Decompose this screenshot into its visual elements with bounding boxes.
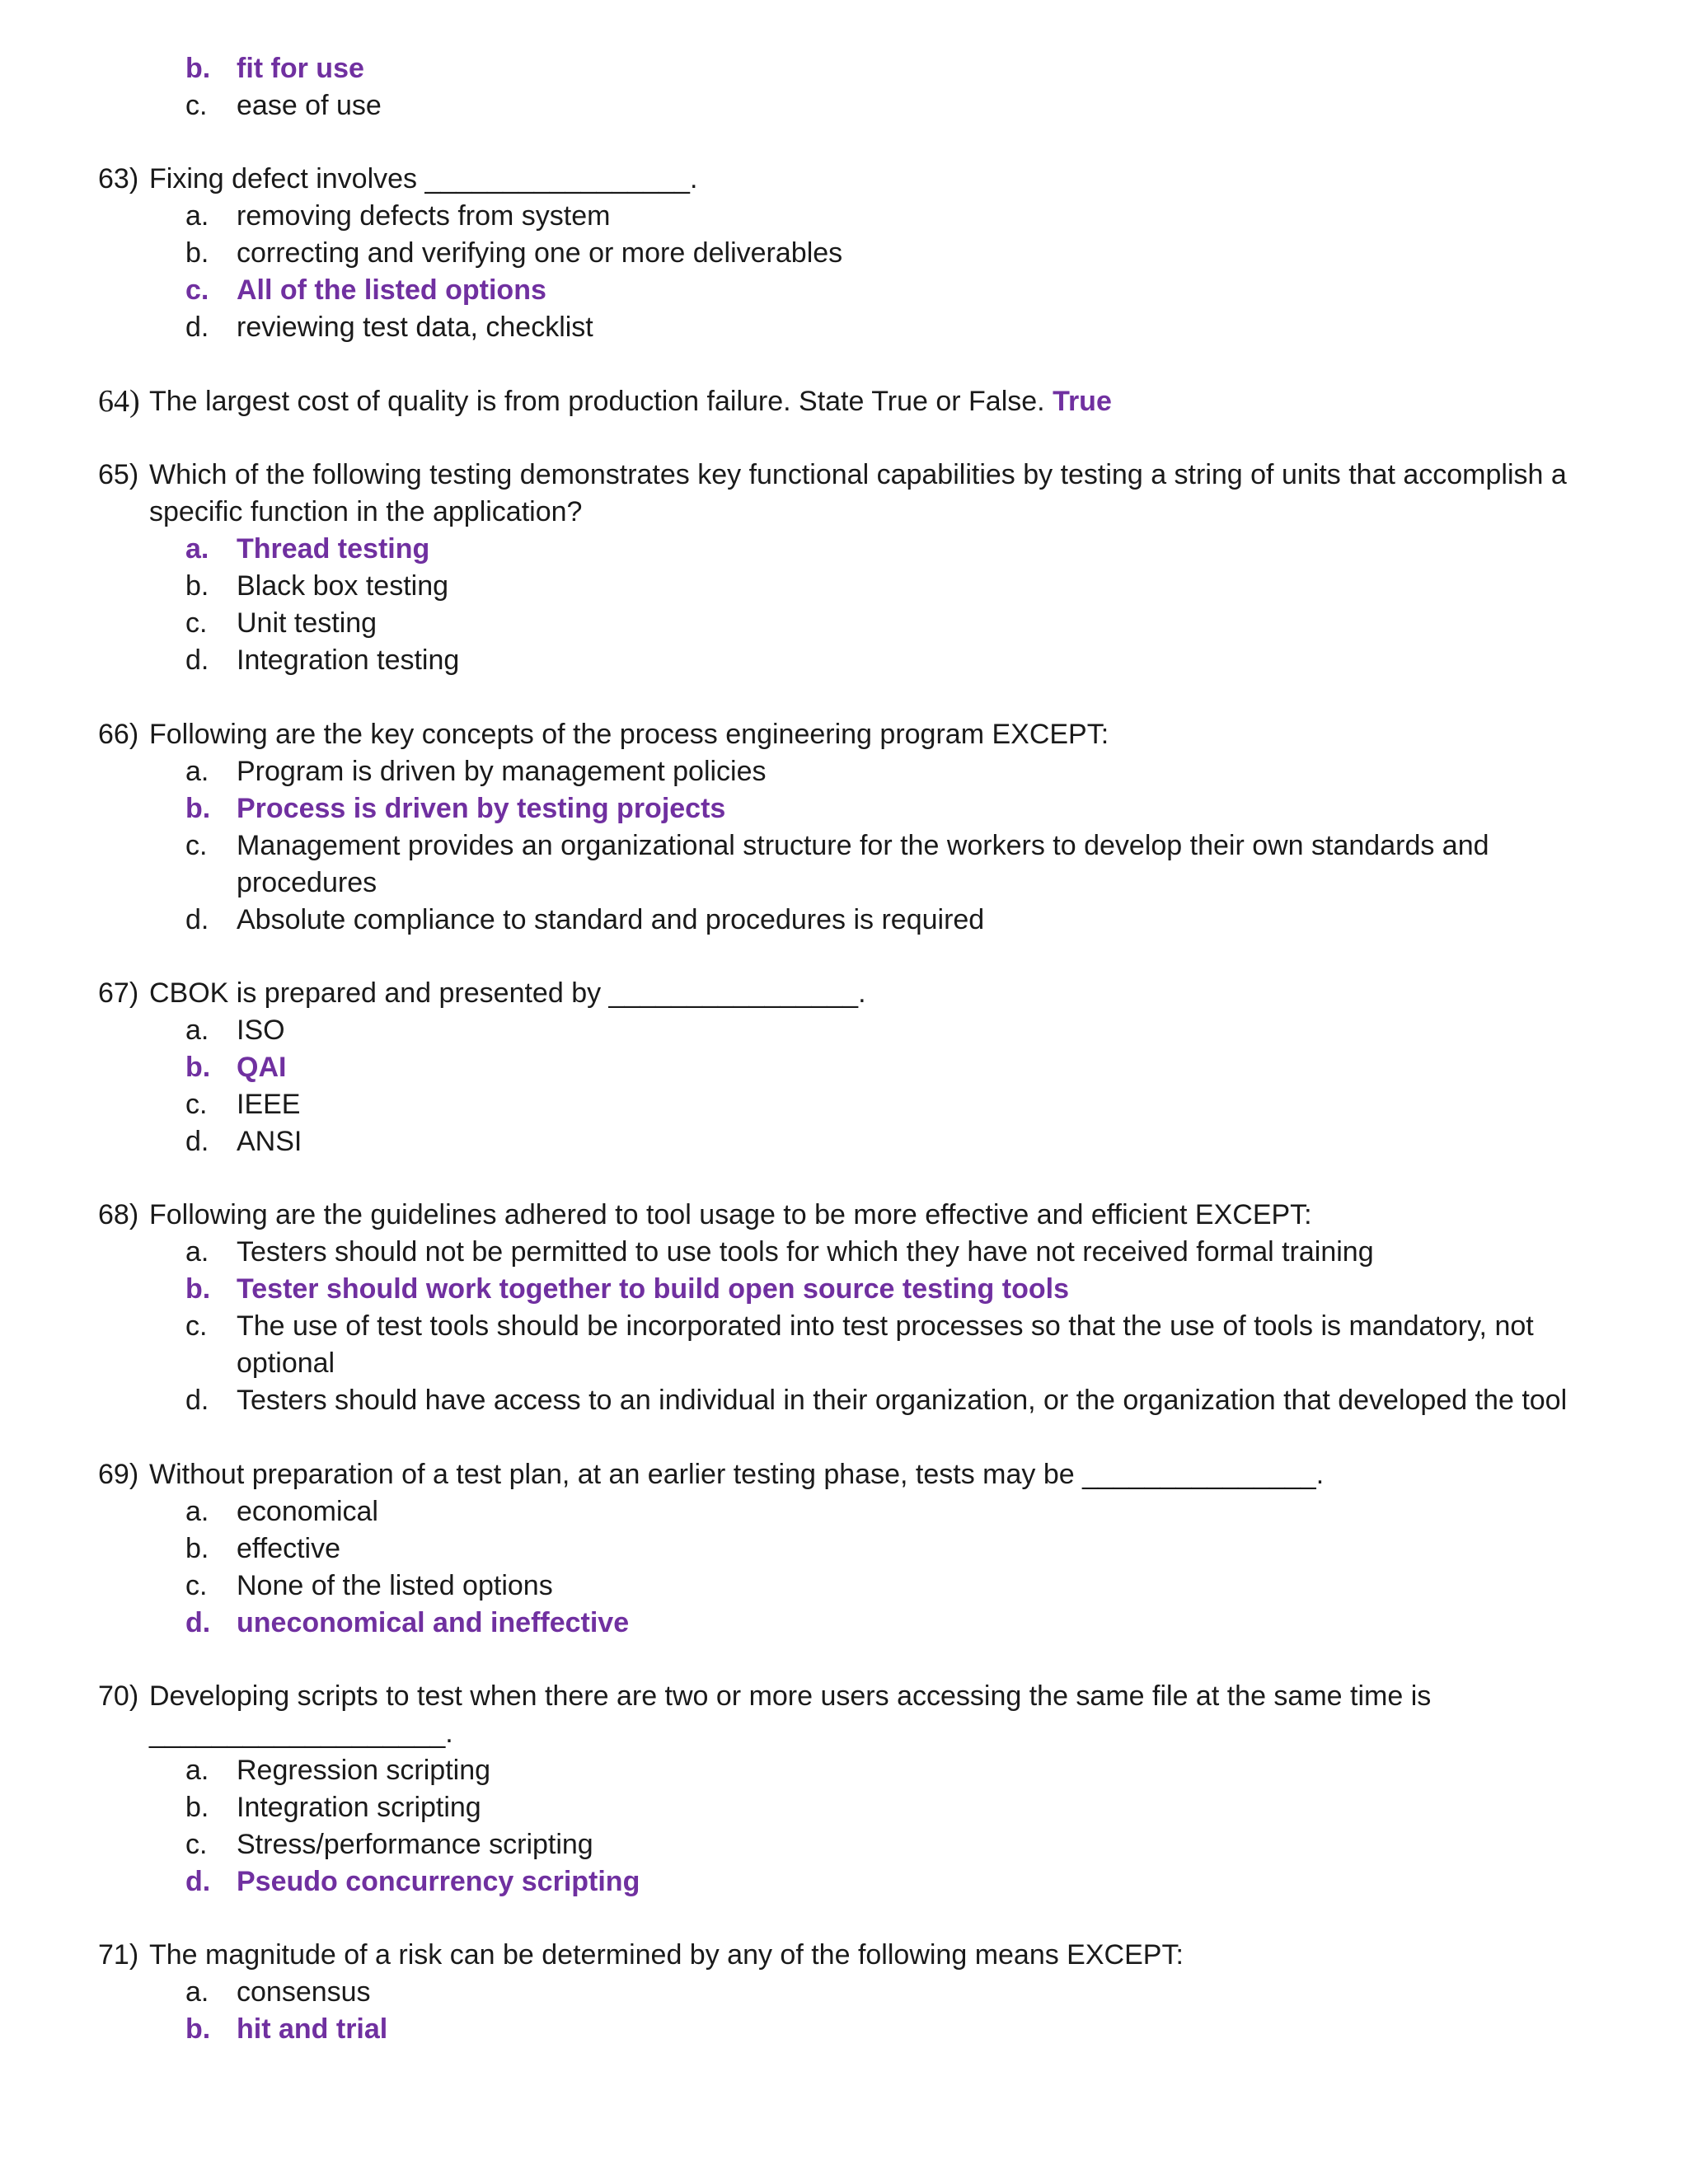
option-text: Integration testing	[237, 644, 460, 676]
question-text: Following are the key concepts of the process engineering program EXCEPT:	[149, 719, 1109, 750]
option-letter: c.	[185, 830, 208, 861]
option-text: Program is driven by management policies	[237, 756, 767, 787]
option-text: Black box testing	[237, 570, 449, 602]
answer-text: True	[1053, 386, 1112, 417]
option-letter: a.	[185, 756, 209, 787]
question-text: Following are the guidelines adhered to tool usage to be more effective and efficient EXCEPT:	[149, 1199, 1312, 1230]
option-text: Management provides an organizational structure for the workers to develop their own standards and	[237, 830, 1489, 861]
option-letter: d.	[185, 1607, 211, 1638]
option-text: Process is driven by testing projects	[237, 793, 726, 824]
option-text: QAI	[237, 1052, 287, 1083]
option-letter: a.	[185, 1015, 209, 1046]
option-letter: c.	[185, 274, 209, 306]
option-text: ISO	[237, 1015, 285, 1046]
question-number: 64)	[98, 384, 140, 419]
option-letter: d.	[185, 312, 209, 343]
option-text: The use of test tools should be incorporated into test processes so that the use of tools is mandatory, not	[237, 1310, 1534, 1342]
option-letter: c.	[185, 607, 208, 639]
option-text: Stress/performance scripting	[237, 1829, 593, 1860]
option-letter: b.	[185, 1052, 211, 1083]
question-number: 65)	[98, 459, 139, 490]
question-text: CBOK is prepared and presented by ________________.	[149, 977, 866, 1009]
option-text: effective	[237, 1533, 341, 1564]
option-letter: a.	[185, 533, 209, 565]
option-letter: a.	[185, 1496, 209, 1527]
option-letter: d.	[185, 904, 209, 935]
option-text: ANSI	[237, 1126, 302, 1157]
question-text-wrap	[149, 383, 1112, 420]
option-text: Regression scripting	[237, 1755, 491, 1786]
q66-option-c-cont: procedures	[237, 867, 377, 898]
option-letter: b.	[185, 1273, 211, 1305]
option-text: Pseudo concurrency scripting	[237, 1866, 640, 1897]
question-text: Which of the following testing demonstrates key functional capabilities by testing a string of units that accomplish a	[149, 459, 1567, 490]
option-letter: c.	[185, 1570, 208, 1601]
option-letter: a.	[185, 200, 209, 232]
question-number: 69)	[98, 1459, 139, 1490]
option-letter: a.	[185, 1976, 209, 2008]
option-text: Testers should have access to an individual in their organization, or the organization that developed the tool	[237, 1385, 1568, 1416]
question-70-line-2: ___________________.	[149, 1718, 453, 1749]
option-text: Tester should work together to build open source testing tools	[237, 1273, 1069, 1305]
option-letter: b.	[185, 1533, 209, 1564]
option-letter: d.	[185, 1866, 211, 1897]
option-letter: b.	[185, 2013, 211, 2045]
option-text: Absolute compliance to standard and procedures is required	[237, 904, 985, 935]
question-number: 66)	[98, 719, 139, 750]
option-letter: a.	[185, 1236, 209, 1268]
option-letter: c.	[185, 1829, 208, 1860]
option-text: consensus	[237, 1976, 371, 2008]
option-letter: b.	[185, 1792, 209, 1823]
option-text: Integration scripting	[237, 1792, 481, 1823]
question-text: The largest cost of quality is from production failure. State True or False.	[149, 386, 1045, 417]
option-text: Unit testing	[237, 607, 377, 639]
option-text: ease of use	[237, 90, 382, 121]
question-text: Without preparation of a test plan, at an earlier testing phase, tests may be _______________.	[149, 1459, 1325, 1490]
option-letter: b.	[185, 793, 211, 824]
option-letter: c.	[185, 1089, 208, 1120]
question-text: Developing scripts to test when there are two or more users accessing the same file at the same time is	[149, 1680, 1432, 1712]
question-65-line-2: specific function in the application?	[149, 496, 583, 527]
question-text: The magnitude of a risk can be determined by any of the following means EXCEPT:	[149, 1939, 1184, 1971]
option-text: None of the listed options	[237, 1570, 553, 1601]
question-number: 70)	[98, 1680, 139, 1712]
question-text: Fixing defect involves _________________.	[149, 163, 698, 194]
option-letter: b.	[185, 53, 211, 84]
question-number: 68)	[98, 1199, 139, 1230]
option-letter: d.	[185, 1126, 209, 1157]
option-letter: d.	[185, 1385, 209, 1416]
question-number: 63)	[98, 163, 139, 194]
option-text: reviewing test data, checklist	[237, 312, 593, 343]
option-letter: c.	[185, 90, 208, 121]
q68-option-c-cont: optional	[237, 1347, 335, 1379]
option-letter: d.	[185, 644, 209, 676]
option-letter: c.	[185, 1310, 208, 1342]
option-text: hit and trial	[237, 2013, 388, 2045]
option-text: correcting and verifying one or more deliverables	[237, 237, 843, 269]
option-letter: b.	[185, 237, 209, 269]
option-text: fit for use	[237, 53, 364, 84]
option-text: All of the listed options	[237, 274, 546, 306]
option-text: Thread testing	[237, 533, 430, 565]
option-text: Testers should not be permitted to use tools for which they have not received formal training	[237, 1236, 1374, 1268]
question-number: 71)	[98, 1939, 139, 1971]
option-text: economical	[237, 1496, 378, 1527]
question-number: 67)	[98, 977, 139, 1009]
option-text: removing defects from system	[237, 200, 611, 232]
option-letter: b.	[185, 570, 209, 602]
option-letter: a.	[185, 1755, 209, 1786]
option-text: uneconomical and ineffective	[237, 1607, 630, 1638]
option-text: IEEE	[237, 1089, 301, 1120]
